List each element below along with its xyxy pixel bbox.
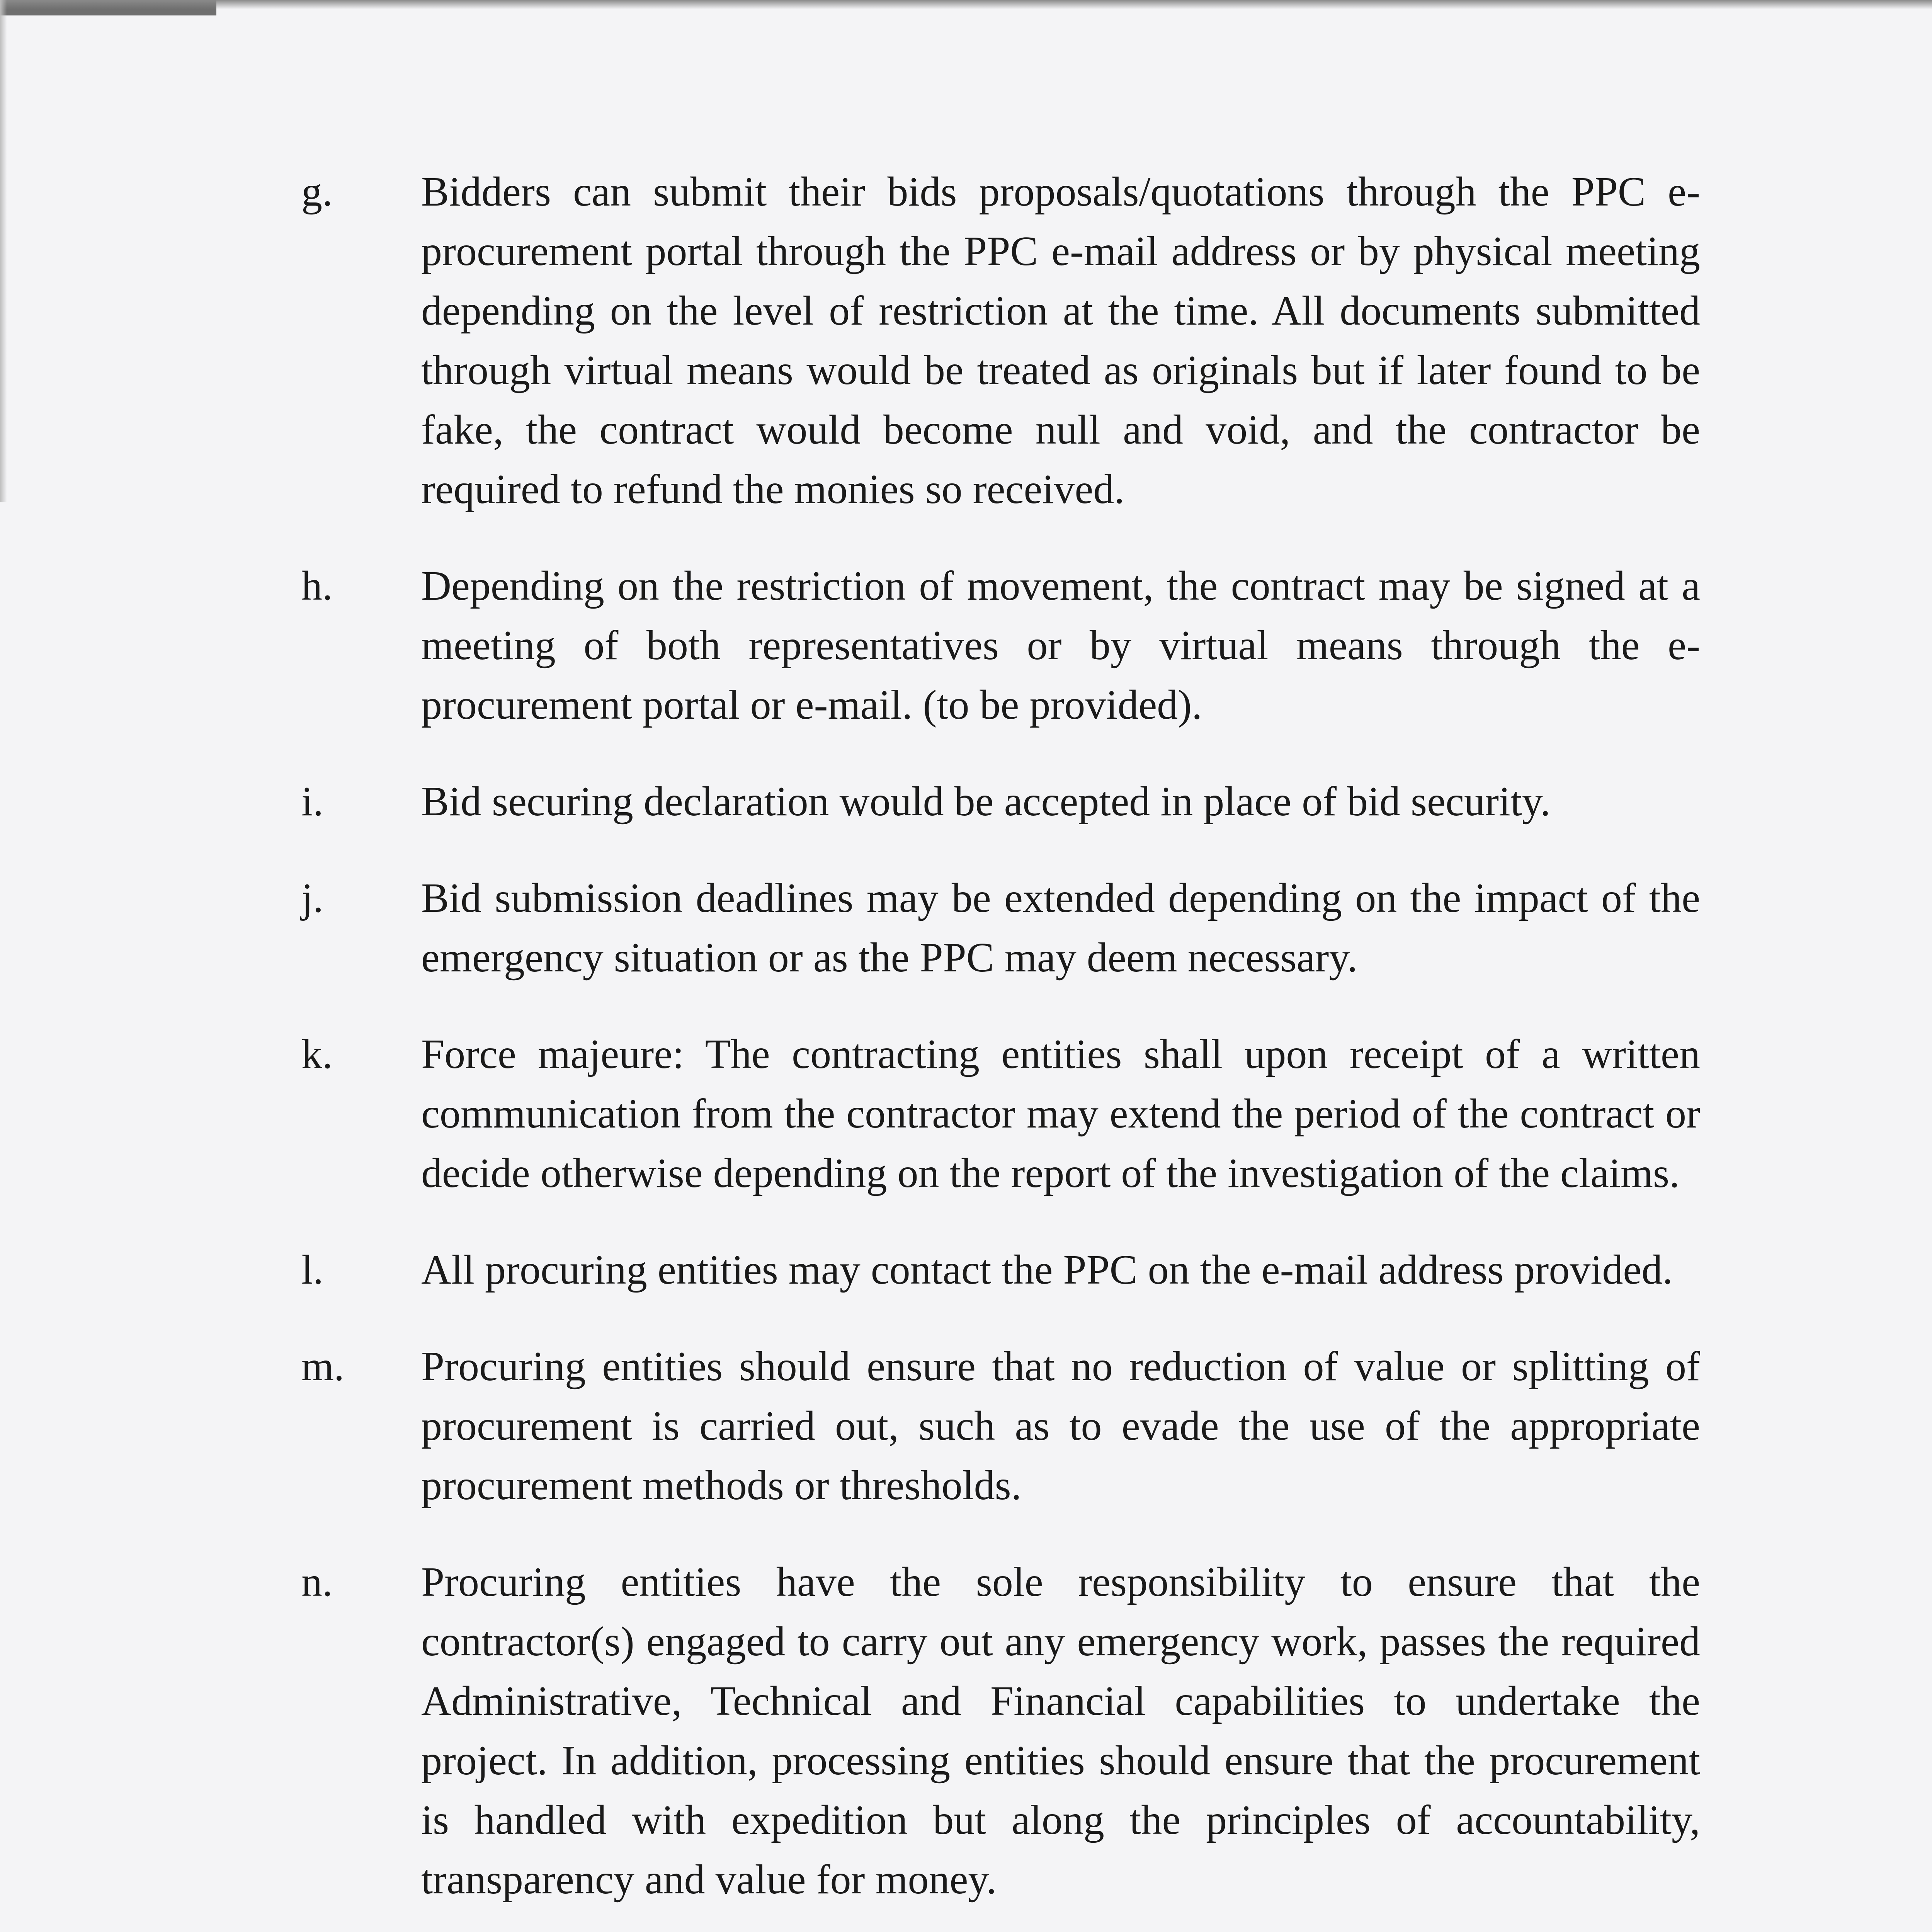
list-item-text: Force majeure: The contracting entities shall upon receipt of a written communication from the contractor may extend the period of the contract or decide otherwise depending on the report of the investigation of the claims. bbox=[421, 1031, 1700, 1196]
list-item-text: All procuring entities may contact the PPC on the e-mail address provided. bbox=[421, 1247, 1673, 1293]
list-item-label: j. bbox=[301, 875, 324, 921]
list-item-text: Procuring entities have the sole responsibility to ensure that the contractor(s) engaged to carry out any emergency work, passes the required Administrative, Technical and Financial capabilities to undertake the project. In addition, processing entities should ensure that the procurement is handled with expedition but along the principles of accountability, transparency and value for money. bbox=[421, 1559, 1700, 1903]
list-item-label: i. bbox=[301, 779, 324, 825]
list-item-label: n. bbox=[301, 1559, 333, 1605]
scan-edge-left bbox=[0, 0, 7, 502]
list-item-text: Bidders can submit their bids proposals/quotations through the PPC e-procurement portal through the PPC e-mail address or by physical meeting depending on the level of restriction at the time. All documents submitted through virtual means would be treated as originals but if later found to be fake, the contract would become null and void, and the contractor be required to refund the monies so received. bbox=[421, 169, 1700, 512]
list-item-text: Depending on the restriction of movement, the contract may be signed at a meeting of both representatives or by virtual means through the e-procurement portal or e-mail. (to be provided). bbox=[421, 563, 1700, 728]
list-item-j bbox=[301, 869, 1700, 988]
procurement-guidelines-list bbox=[301, 162, 1700, 1932]
list-item-label: g. bbox=[301, 169, 333, 215]
list-item-n bbox=[301, 1553, 1700, 1910]
list-item-text: Procuring entities should ensure that no reduction of value or splitting of procurement is carried out, such as to evade the use of the appropriate procurement methods or thresholds. bbox=[421, 1344, 1700, 1509]
list-item-g bbox=[301, 162, 1700, 519]
list-item-text: Bid securing declaration would be accepted in place of bid security. bbox=[421, 779, 1551, 825]
list-item-label: m. bbox=[301, 1344, 345, 1389]
list-item-k bbox=[301, 1025, 1700, 1203]
list-item-i bbox=[301, 772, 1700, 832]
list-item-label: l. bbox=[301, 1247, 324, 1293]
list-item-label: h. bbox=[301, 563, 333, 609]
list-item-h bbox=[301, 556, 1700, 735]
list-item-label: k. bbox=[301, 1031, 333, 1077]
list-item-m bbox=[301, 1337, 1700, 1515]
scan-edge-top bbox=[0, 0, 1932, 9]
list-item-text: Bid submission deadlines may be extended depending on the impact of the emergency situation or as the PPC may deem necessary. bbox=[421, 875, 1700, 981]
list-item-l bbox=[301, 1240, 1700, 1300]
